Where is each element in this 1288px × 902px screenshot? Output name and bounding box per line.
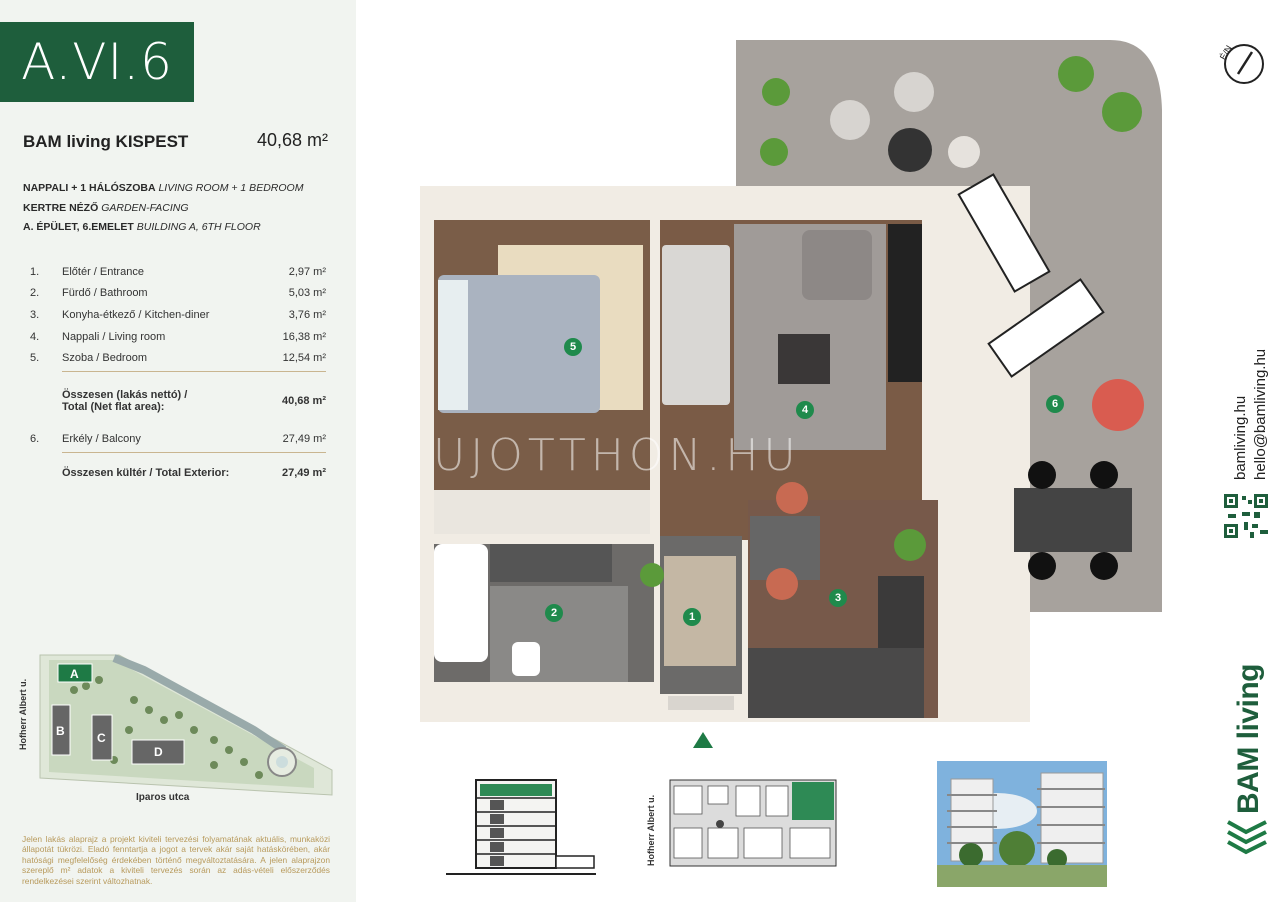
entrance-arrow-icon bbox=[693, 732, 713, 748]
exterior-total-row: Összesen kültér / Total Exterior: 27,49 m² bbox=[62, 466, 326, 479]
room-badge-4: 4 bbox=[796, 401, 814, 419]
chair bbox=[830, 100, 870, 140]
coffee-table bbox=[778, 334, 830, 384]
bathtub bbox=[434, 544, 488, 662]
floor-key-plan bbox=[640, 778, 840, 874]
chair bbox=[1028, 461, 1056, 489]
room-badge-1: 1 bbox=[683, 608, 701, 626]
entrance-rug bbox=[664, 556, 736, 666]
room-row: 4. Nappali / Living room 16,38 m² bbox=[30, 330, 326, 343]
svg-text:É/N: É/N bbox=[1217, 43, 1234, 62]
unit-area: 40,68 m² bbox=[256, 130, 328, 150]
compass-icon bbox=[1217, 38, 1266, 86]
pillows bbox=[438, 280, 468, 410]
room-badge-6: 6 bbox=[1046, 395, 1064, 413]
spec-layout: NAPPALI + 1 HÁLÓSZOBA LIVING ROOM + 1 BEDROOM bbox=[23, 182, 304, 194]
room-badge-5: 5 bbox=[564, 338, 582, 356]
room-row: 3. Konyha-étkező / Kitchen-diner 3,76 m² bbox=[30, 308, 326, 321]
chair bbox=[776, 482, 808, 514]
project-title: BAM living KISPEST bbox=[23, 132, 189, 151]
balcony-row: 6. Erkély / Balcony 27,49 m² bbox=[30, 432, 326, 445]
wardrobe bbox=[434, 490, 650, 534]
kitchen-counter-bottom bbox=[748, 648, 924, 718]
chair bbox=[1090, 461, 1118, 489]
building-photo bbox=[937, 761, 1107, 887]
side-table bbox=[888, 128, 932, 172]
spec-floor: A. ÉPÜLET, 6.EMELET BUILDING A, 6TH FLOOR bbox=[23, 221, 261, 233]
svg-text:C: C bbox=[97, 731, 106, 745]
svg-text:Hofherr Albert u.: Hofherr Albert u. bbox=[18, 678, 28, 750]
chair bbox=[1090, 552, 1118, 580]
svg-text:B: B bbox=[56, 724, 65, 738]
room-row: 2. Fürdő / Bathroom 5,03 m² bbox=[30, 287, 326, 300]
door-step bbox=[668, 696, 734, 710]
chair bbox=[1028, 552, 1056, 580]
plant-red bbox=[1092, 379, 1144, 431]
pouf bbox=[948, 136, 980, 168]
shower-area bbox=[490, 586, 628, 682]
spec-orientation: KERTRE NÉZŐ GARDEN-FACING bbox=[23, 202, 189, 214]
room-badge-3: 3 bbox=[829, 589, 847, 607]
balcony-table bbox=[1014, 488, 1132, 552]
room-row: 1. Előtér / Entrance 2,97 m² bbox=[30, 265, 326, 278]
qr-code-icon[interactable] bbox=[1224, 494, 1268, 538]
watermark: UJOTTHON.HU bbox=[433, 430, 801, 481]
svg-text:Hofherr Albert u.: Hofherr Albert u. bbox=[646, 794, 656, 866]
brand-logo-icon bbox=[1224, 820, 1270, 854]
armchair bbox=[802, 230, 872, 300]
brand-wordmark: BAM living bbox=[1232, 664, 1265, 814]
svg-text:D: D bbox=[154, 745, 163, 759]
website-link[interactable]: bamliving.hu bbox=[1232, 395, 1249, 480]
unit-code: A.VI.6 bbox=[0, 22, 194, 102]
contact-info bbox=[1232, 330, 1272, 490]
vanity bbox=[490, 544, 612, 582]
chair bbox=[894, 72, 934, 112]
svg-text:A: A bbox=[70, 667, 79, 681]
sofa bbox=[662, 245, 730, 405]
email-link[interactable]: hello@bamliving.hu bbox=[1252, 348, 1269, 480]
chair bbox=[766, 568, 798, 600]
room-row: 5. Szoba / Bedroom 12,54 m² bbox=[30, 352, 326, 365]
svg-text:Iparos utca: Iparos utca bbox=[136, 792, 190, 803]
toilet bbox=[512, 642, 540, 676]
room-badge-2: 2 bbox=[545, 604, 563, 622]
tv-unit bbox=[888, 224, 922, 382]
net-total-row: Összesen (lakás nettó) / Total (Net flat area): 40,68 m² bbox=[62, 388, 326, 413]
building-section-diagram bbox=[446, 776, 596, 880]
disclaimer: Jelen lakás alaprajz a projekt kiviteli tervezési folyamatának aktuális, munkaközi állapotát tükrözi. Eladó fenntartja a jogot a tervek akár saját hatáskörében, akár hatósági megfelelőség érdekében történő megváltoztatására. A jelen alaprajzon szereplő m² adatok a kiviteli tervezés során az adás-vételi előszerződés rendelkezései szerint változhatnak. bbox=[22, 834, 330, 886]
